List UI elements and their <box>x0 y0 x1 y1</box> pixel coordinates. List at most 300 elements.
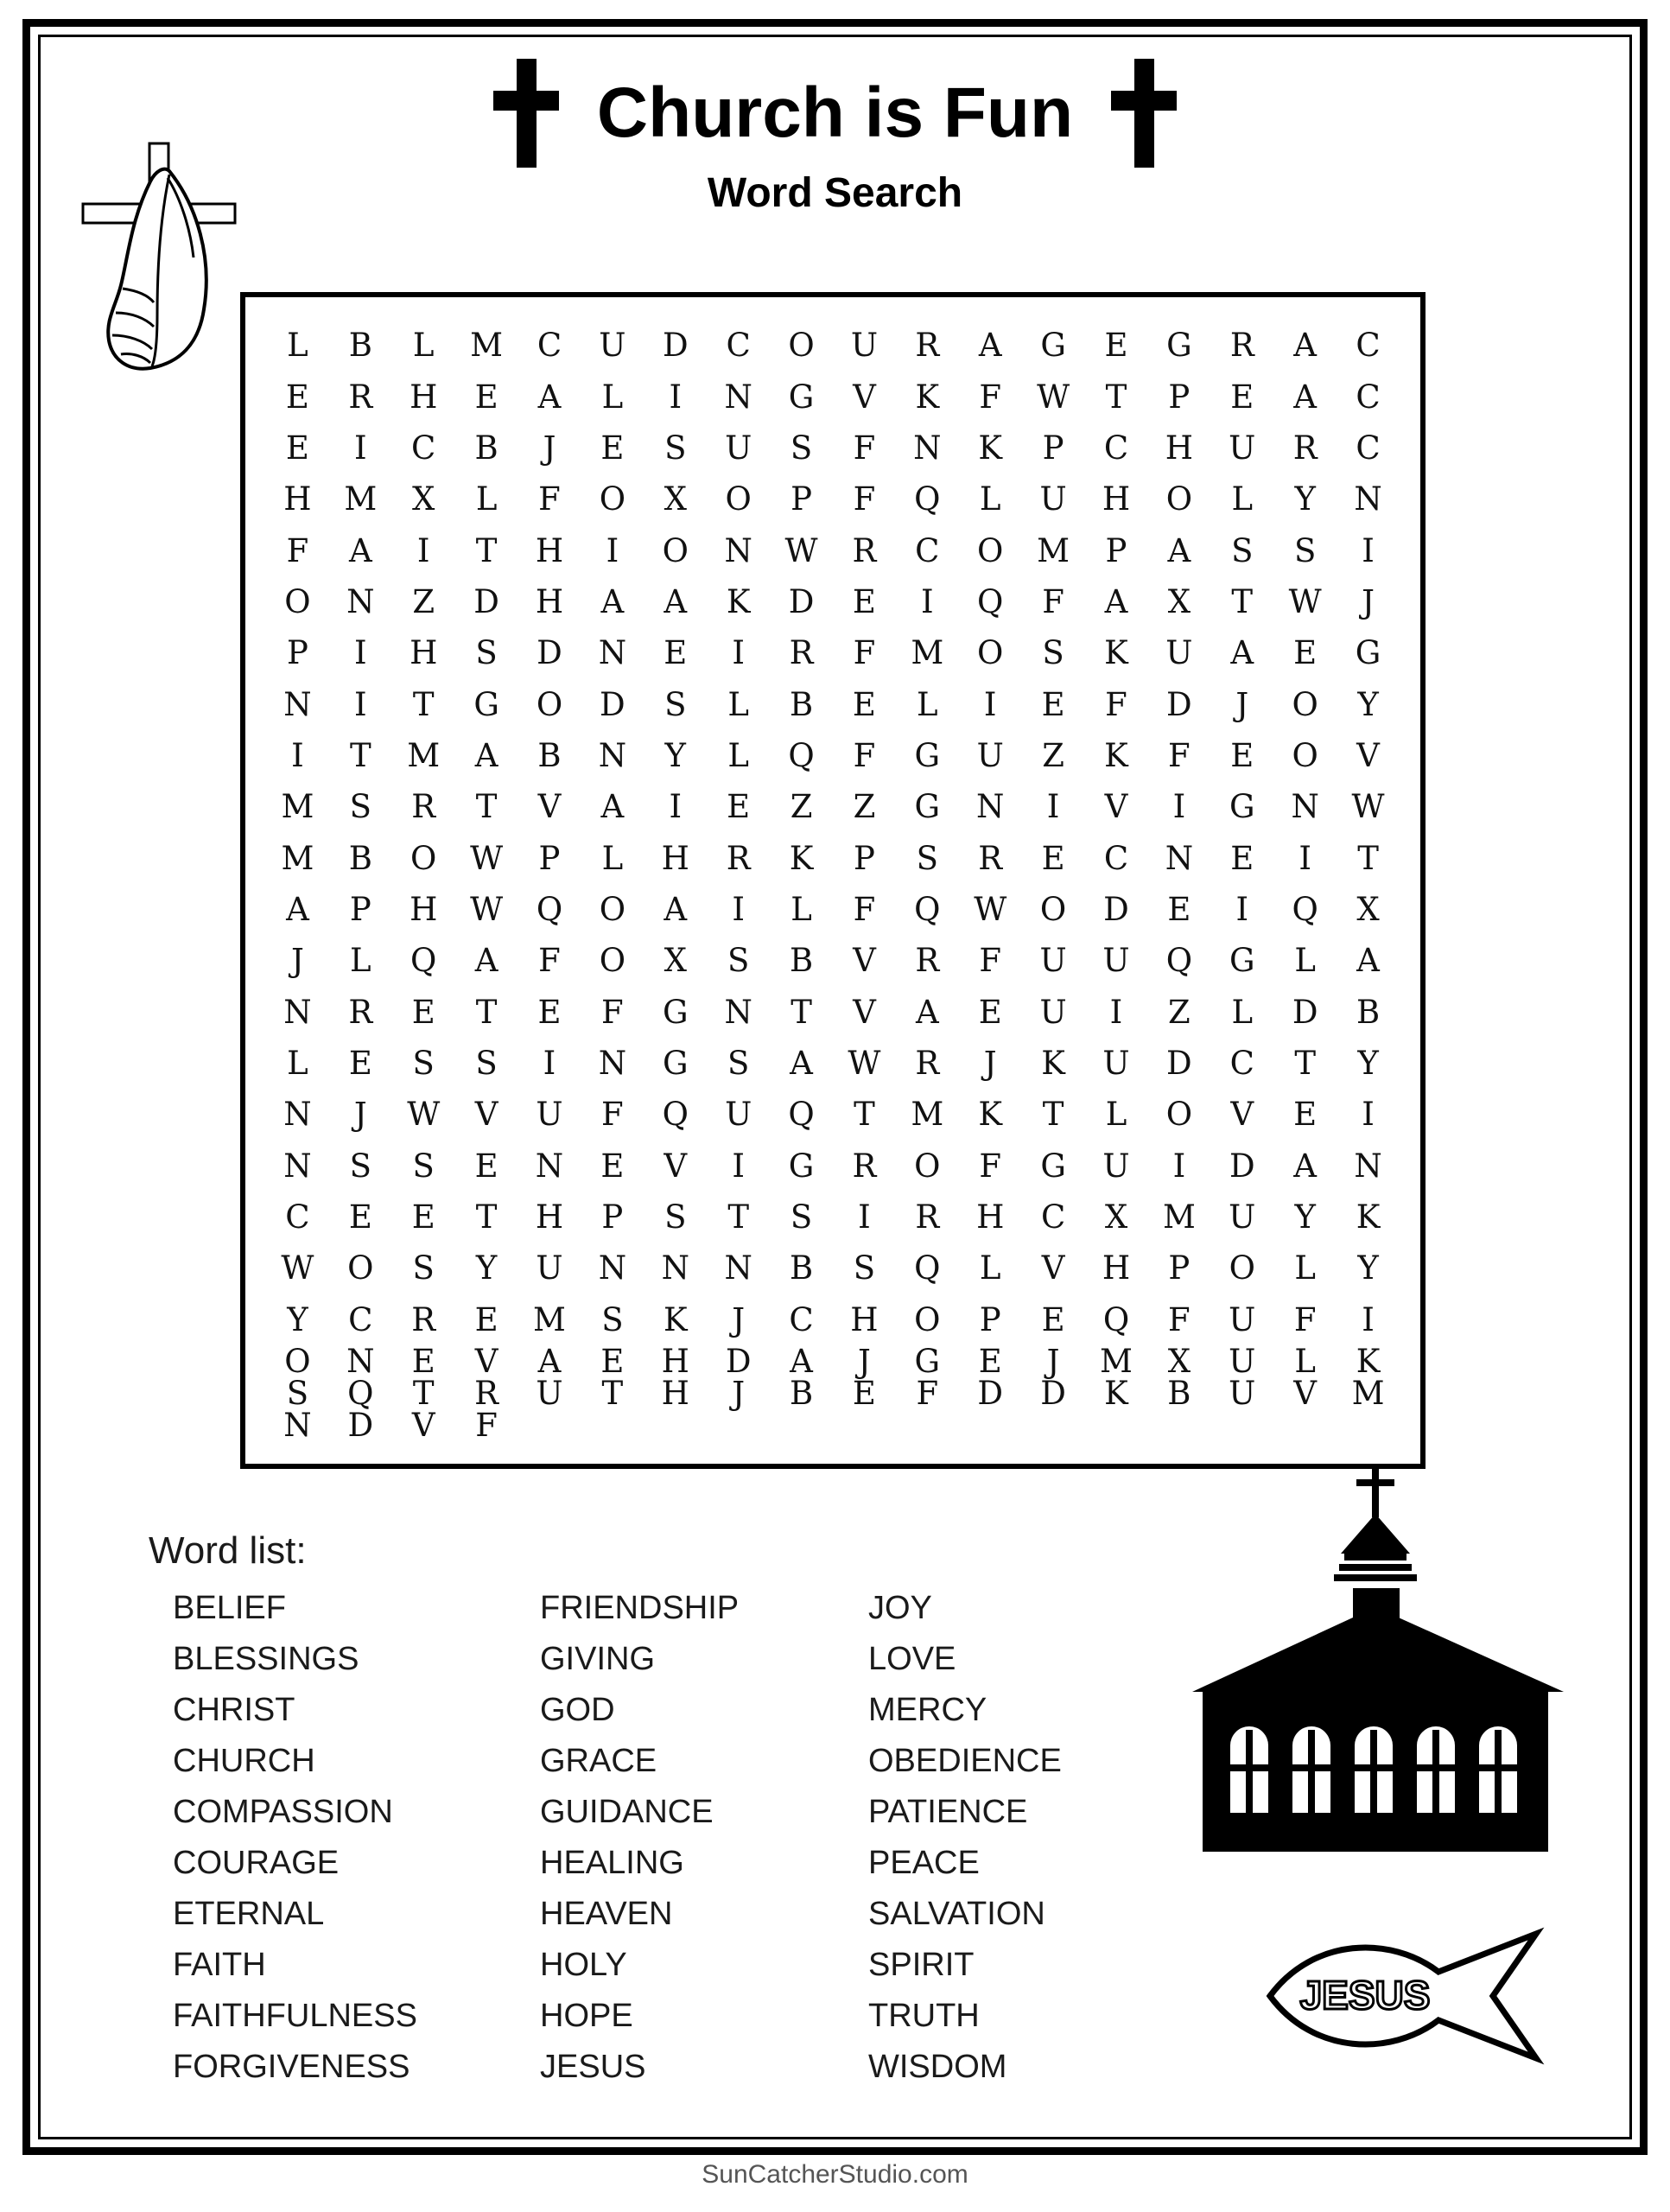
grid-cell[interactable]: E <box>1230 378 1254 416</box>
grid-cell[interactable]: N <box>598 1045 627 1083</box>
grid-cell[interactable]: N <box>283 1406 312 1444</box>
grid-cell[interactable]: G <box>1355 634 1381 672</box>
grid-cell[interactable]: G <box>914 788 941 826</box>
grid-cell[interactable]: I <box>606 531 619 569</box>
grid-cell[interactable]: E <box>1104 327 1128 365</box>
grid-cell[interactable]: D <box>977 1374 1004 1412</box>
grid-cell[interactable]: A <box>1230 634 1254 672</box>
grid-cell[interactable]: Q <box>914 480 941 518</box>
grid-cell[interactable]: U <box>1039 480 1067 518</box>
grid-cell[interactable]: N <box>913 429 942 467</box>
grid-cell[interactable]: L <box>287 327 308 365</box>
grid-cell[interactable]: I <box>732 891 745 929</box>
grid-cell[interactable]: Y <box>1357 685 1379 723</box>
grid-cell[interactable]: E <box>474 1147 498 1185</box>
grid-cell[interactable]: N <box>661 1249 689 1287</box>
grid-cell[interactable]: U <box>536 1374 563 1412</box>
grid-cell[interactable]: N <box>724 1249 752 1287</box>
grid-cell[interactable]: B <box>348 327 372 365</box>
grid-cell[interactable]: T <box>727 1198 749 1236</box>
grid-cell[interactable]: M <box>1162 1198 1196 1236</box>
grid-cell[interactable]: A <box>474 736 498 774</box>
grid-cell[interactable]: B <box>537 736 562 774</box>
grid-cell[interactable]: T <box>601 1374 624 1412</box>
grid-cell[interactable]: O <box>599 480 626 518</box>
grid-cell[interactable]: U <box>1102 1045 1130 1083</box>
grid-cell[interactable]: L <box>1231 993 1254 1031</box>
grid-cell[interactable]: T <box>1231 582 1254 620</box>
grid-cell[interactable]: O <box>599 942 626 980</box>
grid-cell[interactable]: N <box>283 1147 312 1185</box>
grid-cell[interactable]: E <box>852 582 876 620</box>
grid-cell[interactable]: V <box>411 1406 435 1444</box>
grid-cell[interactable]: O <box>410 839 437 877</box>
grid-cell[interactable]: D <box>1166 685 1192 723</box>
grid-cell[interactable]: P <box>853 839 875 877</box>
grid-cell[interactable]: W <box>470 839 504 877</box>
grid-cell[interactable]: S <box>664 1198 687 1236</box>
grid-cell[interactable]: O <box>662 531 689 569</box>
grid-cell[interactable]: B <box>789 685 814 723</box>
grid-cell[interactable]: R <box>726 839 751 877</box>
grid-cell[interactable]: G <box>788 378 815 416</box>
grid-cell[interactable]: I <box>983 685 997 723</box>
grid-cell[interactable]: U <box>1102 942 1130 980</box>
grid-cell[interactable]: L <box>979 1249 1001 1287</box>
grid-cell[interactable]: B <box>789 1374 814 1412</box>
grid-cell[interactable]: S <box>601 1300 624 1338</box>
grid-cell[interactable]: K <box>1041 1045 1065 1083</box>
grid-cell[interactable]: F <box>853 634 876 672</box>
grid-cell[interactable]: S <box>412 1249 435 1287</box>
grid-cell[interactable]: L <box>727 736 749 774</box>
grid-cell[interactable]: O <box>914 1147 941 1185</box>
grid-cell[interactable]: L <box>1231 480 1254 518</box>
grid-cell[interactable]: D <box>788 582 815 620</box>
grid-cell[interactable]: I <box>354 429 367 467</box>
grid-cell[interactable]: O <box>536 685 563 723</box>
grid-cell[interactable]: Q <box>914 891 941 929</box>
grid-cell[interactable]: G <box>788 1147 815 1185</box>
grid-cell[interactable]: F <box>853 429 876 467</box>
grid-cell[interactable]: S <box>664 685 687 723</box>
grid-cell[interactable]: I <box>1109 993 1123 1031</box>
grid-cell[interactable]: C <box>1356 429 1381 467</box>
grid-cell[interactable]: W <box>1037 378 1070 416</box>
grid-cell[interactable]: K <box>663 1300 688 1338</box>
grid-cell[interactable]: C <box>1229 1045 1254 1083</box>
grid-cell[interactable]: N <box>1354 1147 1382 1185</box>
grid-cell[interactable]: R <box>474 1374 499 1412</box>
grid-cell[interactable]: V <box>537 788 562 826</box>
grid-cell[interactable]: K <box>915 378 940 416</box>
grid-cell[interactable]: H <box>283 480 312 518</box>
grid-cell[interactable]: E <box>285 429 309 467</box>
grid-cell[interactable]: Y <box>287 1300 308 1338</box>
grid-cell[interactable]: R <box>348 378 373 416</box>
grid-cell[interactable]: Z <box>412 582 435 620</box>
grid-cell[interactable]: X <box>1104 1198 1128 1236</box>
grid-cell[interactable]: K <box>1104 634 1128 672</box>
grid-cell[interactable]: T <box>412 685 435 723</box>
grid-cell[interactable]: E <box>978 1342 1002 1380</box>
grid-cell[interactable]: A <box>537 1342 562 1380</box>
grid-cell[interactable]: E <box>600 1147 625 1185</box>
grid-cell[interactable]: L <box>475 480 498 518</box>
grid-cell[interactable]: E <box>664 634 688 672</box>
grid-cell[interactable]: K <box>1356 1342 1381 1380</box>
grid-cell[interactable]: A <box>537 378 562 416</box>
grid-cell[interactable]: O <box>284 582 311 620</box>
grid-cell[interactable]: G <box>662 1045 689 1083</box>
grid-cell[interactable]: Q <box>347 1374 374 1412</box>
grid-cell[interactable]: D <box>473 582 499 620</box>
grid-cell[interactable]: Y <box>1294 1198 1316 1236</box>
grid-cell[interactable]: N <box>598 736 627 774</box>
grid-cell[interactable]: G <box>1040 327 1066 365</box>
grid-cell[interactable]: E <box>537 993 562 1031</box>
grid-cell[interactable]: Q <box>1292 891 1318 929</box>
grid-cell[interactable]: H <box>410 891 438 929</box>
grid-cell[interactable]: L <box>350 942 371 980</box>
grid-cell[interactable]: B <box>348 839 372 877</box>
grid-cell[interactable]: U <box>536 1249 563 1287</box>
grid-cell[interactable]: C <box>789 1300 814 1338</box>
grid-cell[interactable]: X <box>412 480 435 518</box>
grid-cell[interactable]: Q <box>1102 1300 1130 1338</box>
grid-cell[interactable]: B <box>1356 993 1381 1031</box>
grid-cell[interactable]: N <box>724 378 752 416</box>
grid-cell[interactable]: I <box>354 634 367 672</box>
grid-cell[interactable]: I <box>543 1045 556 1083</box>
grid-cell[interactable]: E <box>411 1198 435 1236</box>
grid-cell[interactable]: E <box>1041 1300 1065 1338</box>
grid-cell[interactable]: J <box>732 1300 746 1338</box>
grid-cell[interactable]: Y <box>1294 480 1316 518</box>
grid-cell[interactable]: L <box>727 685 749 723</box>
grid-cell[interactable]: G <box>914 1342 941 1380</box>
grid-cell[interactable]: X <box>1356 891 1380 929</box>
grid-cell[interactable]: R <box>915 327 940 365</box>
grid-cell[interactable]: I <box>669 378 683 416</box>
grid-cell[interactable]: Y <box>1357 1045 1379 1083</box>
grid-cell[interactable]: P <box>1042 429 1064 467</box>
grid-cell[interactable]: I <box>732 634 745 672</box>
grid-cell[interactable]: K <box>1104 1374 1128 1412</box>
grid-cell[interactable]: F <box>1105 685 1127 723</box>
grid-cell[interactable]: V <box>474 1342 498 1380</box>
grid-cell[interactable]: I <box>291 736 304 774</box>
grid-cell[interactable]: E <box>411 1342 435 1380</box>
grid-cell[interactable]: A <box>790 1342 813 1380</box>
grid-cell[interactable]: A <box>915 993 939 1031</box>
grid-cell[interactable]: O <box>599 891 626 929</box>
grid-cell[interactable]: L <box>1294 1249 1316 1287</box>
grid-cell[interactable]: Y <box>475 1249 498 1287</box>
grid-cell[interactable]: F <box>979 942 1002 980</box>
word-search-grid[interactable] <box>240 292 1426 1469</box>
grid-cell[interactable]: E <box>1293 634 1318 672</box>
grid-cell[interactable]: Q <box>914 1249 941 1287</box>
grid-cell[interactable]: R <box>789 634 814 672</box>
grid-cell[interactable]: F <box>601 1096 624 1134</box>
grid-cell[interactable]: N <box>346 582 375 620</box>
grid-cell[interactable]: A <box>600 582 625 620</box>
grid-cell[interactable]: A <box>664 891 688 929</box>
grid-cell[interactable]: I <box>1046 788 1060 826</box>
grid-cell[interactable]: E <box>600 1342 625 1380</box>
grid-cell[interactable]: J <box>1046 1342 1060 1380</box>
grid-cell[interactable]: N <box>283 1096 312 1134</box>
grid-cell[interactable]: H <box>535 582 564 620</box>
grid-cell[interactable]: J <box>543 429 556 467</box>
grid-cell[interactable]: A <box>348 531 372 569</box>
grid-cell[interactable]: O <box>347 1249 374 1287</box>
grid-cell[interactable]: F <box>601 993 624 1031</box>
grid-cell[interactable]: S <box>412 1147 435 1185</box>
grid-cell[interactable]: T <box>475 993 498 1031</box>
grid-cell[interactable]: H <box>1165 429 1194 467</box>
grid-cell[interactable]: L <box>601 839 624 877</box>
grid-cell[interactable]: M <box>1351 1374 1385 1412</box>
grid-cell[interactable]: F <box>538 480 561 518</box>
grid-cell[interactable]: O <box>1292 685 1318 723</box>
grid-cell[interactable]: W <box>281 1249 314 1287</box>
grid-cell[interactable]: Z <box>853 788 876 826</box>
grid-cell[interactable]: N <box>535 1147 564 1185</box>
grid-cell[interactable]: N <box>724 531 752 569</box>
grid-cell[interactable]: Q <box>1165 942 1193 980</box>
grid-cell[interactable]: O <box>1165 1096 1193 1134</box>
grid-cell[interactable]: E <box>348 1045 372 1083</box>
grid-cell[interactable]: E <box>727 788 751 826</box>
grid-cell[interactable]: A <box>790 1045 813 1083</box>
grid-cell[interactable]: V <box>1230 1096 1254 1134</box>
grid-cell[interactable]: S <box>916 839 938 877</box>
grid-cell[interactable]: A <box>664 582 688 620</box>
grid-cell[interactable]: N <box>1165 839 1194 877</box>
grid-cell[interactable]: A <box>1104 582 1128 620</box>
grid-cell[interactable]: M <box>1100 1342 1133 1380</box>
grid-cell[interactable]: I <box>1299 839 1311 877</box>
grid-cell[interactable]: O <box>788 327 815 365</box>
grid-cell[interactable]: E <box>348 1198 372 1236</box>
grid-cell[interactable]: M <box>1037 531 1070 569</box>
grid-cell[interactable]: C <box>1040 1198 1066 1236</box>
grid-cell[interactable]: L <box>979 480 1001 518</box>
grid-cell[interactable]: C <box>726 327 751 365</box>
grid-cell[interactable]: O <box>977 634 1004 672</box>
grid-cell[interactable]: A <box>600 788 625 826</box>
grid-cell[interactable]: I <box>1362 531 1375 569</box>
grid-cell[interactable]: F <box>853 480 876 518</box>
grid-cell[interactable]: I <box>669 788 683 826</box>
grid-cell[interactable]: E <box>1041 685 1065 723</box>
grid-cell[interactable]: H <box>850 1300 879 1338</box>
grid-cell[interactable]: B <box>474 429 498 467</box>
grid-cell[interactable]: L <box>412 327 435 365</box>
grid-cell[interactable]: F <box>979 1147 1002 1185</box>
grid-cell[interactable]: Z <box>790 788 813 826</box>
grid-cell[interactable]: R <box>1229 327 1254 365</box>
grid-cell[interactable]: U <box>850 327 879 365</box>
grid-cell[interactable]: H <box>976 1198 1005 1236</box>
grid-cell[interactable]: R <box>915 1198 940 1236</box>
grid-cell[interactable]: Y <box>664 736 686 774</box>
grid-cell[interactable]: E <box>852 1374 876 1412</box>
grid-cell[interactable]: U <box>1102 1147 1130 1185</box>
grid-cell[interactable]: N <box>346 1342 375 1380</box>
grid-cell[interactable]: N <box>598 1249 627 1287</box>
grid-cell[interactable]: W <box>407 1096 441 1134</box>
grid-cell[interactable]: C <box>348 1300 373 1338</box>
grid-cell[interactable]: T <box>349 736 371 774</box>
grid-cell[interactable]: H <box>1102 480 1131 518</box>
grid-cell[interactable]: S <box>790 1198 813 1236</box>
grid-cell[interactable]: L <box>917 685 938 723</box>
grid-cell[interactable]: L <box>601 378 624 416</box>
grid-cell[interactable]: W <box>974 891 1007 929</box>
grid-cell[interactable]: A <box>1293 327 1318 365</box>
grid-cell[interactable]: J <box>291 942 304 980</box>
grid-cell[interactable]: H <box>661 1342 689 1380</box>
grid-cell[interactable]: H <box>410 378 438 416</box>
grid-cell[interactable]: U <box>1229 1198 1256 1236</box>
grid-cell[interactable]: Q <box>788 1096 815 1134</box>
grid-cell[interactable]: K <box>1356 1198 1381 1236</box>
grid-cell[interactable]: Q <box>977 582 1004 620</box>
grid-cell[interactable]: V <box>1293 1374 1318 1412</box>
grid-cell[interactable]: F <box>1293 1300 1317 1338</box>
grid-cell[interactable]: L <box>1294 942 1316 980</box>
grid-cell[interactable]: T <box>1294 1045 1316 1083</box>
grid-cell[interactable]: F <box>853 891 876 929</box>
grid-cell[interactable]: N <box>1291 788 1319 826</box>
grid-cell[interactable]: S <box>286 1374 309 1412</box>
grid-cell[interactable]: D <box>662 327 689 365</box>
grid-cell[interactable]: O <box>284 1342 311 1380</box>
grid-cell[interactable]: I <box>1172 788 1186 826</box>
grid-cell[interactable]: N <box>598 634 627 672</box>
grid-cell[interactable]: C <box>537 327 562 365</box>
grid-cell[interactable]: B <box>1167 1374 1191 1412</box>
grid-cell[interactable]: G <box>1229 788 1255 826</box>
grid-cell[interactable]: R <box>411 1300 436 1338</box>
grid-cell[interactable]: G <box>914 736 941 774</box>
grid-cell[interactable]: D <box>1040 1374 1066 1412</box>
grid-cell[interactable]: J <box>353 1096 367 1134</box>
grid-cell[interactable]: F <box>1168 736 1191 774</box>
grid-cell[interactable]: H <box>661 839 689 877</box>
grid-cell[interactable]: O <box>977 531 1004 569</box>
grid-cell[interactable]: K <box>978 1096 1003 1134</box>
grid-cell[interactable]: M <box>533 1300 566 1338</box>
grid-cell[interactable]: A <box>1293 1147 1318 1185</box>
grid-cell[interactable]: P <box>791 480 812 518</box>
grid-cell[interactable]: S <box>412 1045 435 1083</box>
grid-cell[interactable]: S <box>475 634 498 672</box>
grid-cell[interactable]: T <box>1042 1096 1064 1134</box>
grid-cell[interactable]: E <box>1230 839 1254 877</box>
grid-cell[interactable]: W <box>1351 788 1385 826</box>
grid-cell[interactable]: J <box>732 1374 746 1412</box>
grid-cell[interactable]: R <box>915 1045 940 1083</box>
grid-cell[interactable]: D <box>1103 891 1129 929</box>
grid-cell[interactable]: K <box>726 582 751 620</box>
grid-cell[interactable]: S <box>727 1045 750 1083</box>
grid-cell[interactable]: S <box>1293 531 1317 569</box>
grid-cell[interactable]: V <box>1104 788 1128 826</box>
grid-cell[interactable]: W <box>1288 582 1322 620</box>
grid-cell[interactable]: H <box>1102 1249 1131 1287</box>
grid-cell[interactable]: T <box>1105 378 1127 416</box>
grid-cell[interactable]: G <box>1229 942 1255 980</box>
grid-cell[interactable]: D <box>1292 993 1318 1031</box>
grid-cell[interactable]: E <box>285 378 309 416</box>
grid-cell[interactable]: I <box>1172 1147 1186 1185</box>
grid-cell[interactable]: E <box>474 1300 498 1338</box>
grid-cell[interactable]: P <box>538 839 561 877</box>
grid-cell[interactable]: F <box>1042 582 1064 620</box>
grid-cell[interactable]: D <box>347 1406 374 1444</box>
grid-cell[interactable]: S <box>475 1045 498 1083</box>
grid-cell[interactable]: V <box>664 1147 688 1185</box>
grid-cell[interactable]: D <box>1166 1045 1192 1083</box>
grid-cell[interactable]: O <box>1292 736 1318 774</box>
grid-cell[interactable]: E <box>411 993 435 1031</box>
grid-cell[interactable]: V <box>853 942 876 980</box>
grid-cell[interactable]: N <box>283 993 312 1031</box>
grid-cell[interactable]: V <box>1356 736 1380 774</box>
grid-cell[interactable]: G <box>1040 1147 1066 1185</box>
grid-cell[interactable]: J <box>1362 582 1375 620</box>
grid-cell[interactable]: Y <box>1357 1249 1379 1287</box>
grid-cell[interactable]: I <box>416 531 430 569</box>
grid-cell[interactable]: U <box>1229 1300 1256 1338</box>
grid-cell[interactable]: U <box>1165 634 1193 672</box>
grid-cell[interactable]: T <box>791 993 812 1031</box>
grid-cell[interactable]: S <box>1042 634 1064 672</box>
grid-cell[interactable]: U <box>599 327 626 365</box>
grid-cell[interactable]: Q <box>662 1096 689 1134</box>
grid-cell[interactable]: U <box>1039 942 1067 980</box>
grid-cell[interactable]: M <box>281 788 314 826</box>
grid-cell[interactable]: A <box>1293 378 1318 416</box>
grid-cell[interactable]: F <box>538 942 561 980</box>
grid-cell[interactable]: D <box>1229 1147 1255 1185</box>
grid-cell[interactable]: T <box>412 1374 435 1412</box>
grid-cell[interactable]: U <box>1229 1342 1256 1380</box>
grid-cell[interactable]: C <box>285 1198 310 1236</box>
grid-cell[interactable]: I <box>1362 1096 1375 1134</box>
grid-cell[interactable]: L <box>791 891 812 929</box>
grid-cell[interactable]: L <box>1294 1342 1316 1380</box>
grid-cell[interactable]: R <box>348 993 373 1031</box>
grid-cell[interactable]: V <box>853 378 876 416</box>
grid-cell[interactable]: R <box>1292 429 1318 467</box>
grid-cell[interactable]: Z <box>1042 736 1064 774</box>
grid-cell[interactable]: K <box>789 839 814 877</box>
grid-cell[interactable]: J <box>858 1342 871 1380</box>
grid-cell[interactable]: E <box>852 685 876 723</box>
grid-cell[interactable]: F <box>1168 1300 1191 1338</box>
grid-cell[interactable]: X <box>664 480 687 518</box>
grid-cell[interactable]: M <box>911 1096 944 1134</box>
grid-cell[interactable]: O <box>725 480 752 518</box>
grid-cell[interactable]: G <box>473 685 499 723</box>
grid-cell[interactable]: Q <box>410 942 437 980</box>
grid-cell[interactable]: R <box>411 788 436 826</box>
